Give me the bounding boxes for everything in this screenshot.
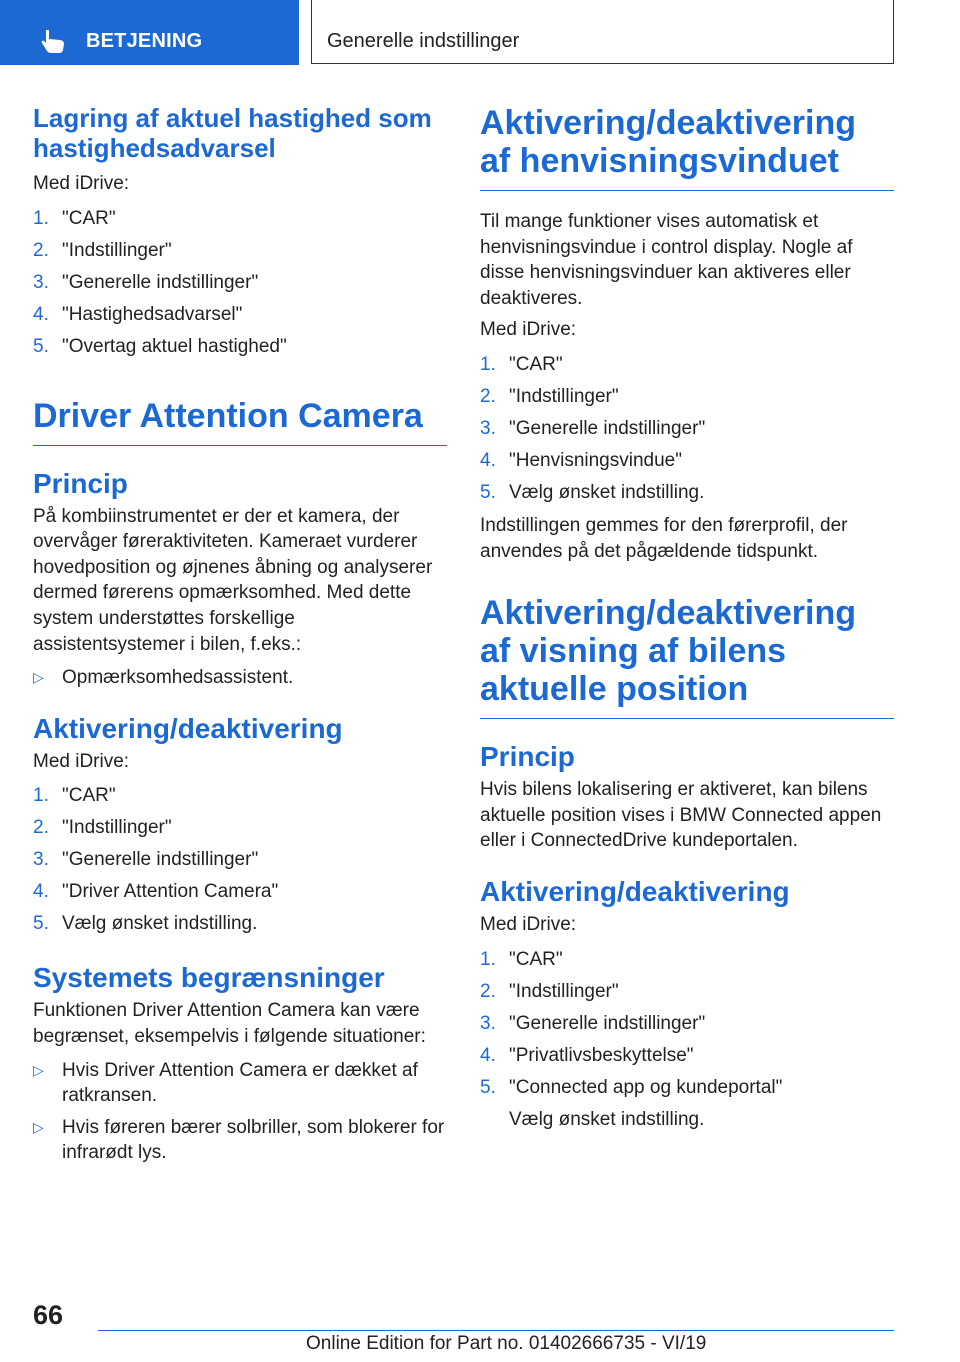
list-item: 1. "CAR": [33, 785, 116, 807]
intro-text: Med iDrive:: [480, 319, 577, 341]
triangle-bullet-icon: ▷: [33, 1061, 44, 1078]
bullet-list: [33, 665, 447, 691]
page-number: 66: [33, 1300, 64, 1330]
list-item: 2. "Indstillinger": [33, 239, 172, 261]
list-item: ▷ Hvis føreren bærer solbriller, som blokerer for infrarødt lys.: [33, 1116, 445, 1164]
section-title: Princip: [480, 741, 575, 773]
bullet-list: [33, 1058, 447, 1166]
body-text: Indstillingen gemmes for den førerprofil, der anvendes på det pågældende tidspunkt.: [480, 514, 848, 562]
footer-divider: [98, 1330, 894, 1331]
section-label: BETJENING: [86, 30, 203, 52]
list-item: 4. "Henvisningsvindue": [480, 449, 682, 471]
step-list: [33, 203, 447, 363]
list-item: 4. "Privatlivsbeskyttelse": [480, 1044, 694, 1066]
list-item: 2. "Indstillinger": [480, 980, 619, 1002]
list-item: 5. Vælg ønsket indstilling.: [480, 481, 705, 503]
left-column: [33, 100, 447, 1166]
list-item: 1. "CAR": [480, 353, 563, 375]
list-item: 3. "Generelle indstillinger": [480, 1012, 706, 1034]
body-text: Til mange funktioner vises automatisk et henvisningsvindue i control display. Nogle af disse henvisningsvinduer kan aktiveres eller deaktiveres.: [480, 211, 853, 309]
intro-text: Med iDrive:: [33, 173, 130, 194]
list-item: 5. "Overtag aktuel hastighed": [33, 335, 287, 357]
list-item: 3. "Generelle indstillinger": [33, 271, 259, 293]
triangle-bullet-icon: ▷: [33, 1118, 44, 1135]
list-item: ▷ Hvis Driver Attention Camera er dækket af ratkransen.: [33, 1059, 418, 1107]
chapter-title: Aktivering/deaktivering af henvisningsvinduet: [480, 104, 894, 191]
list-item: 1. "CAR": [480, 948, 563, 970]
section-title: Systemets begrænsninger: [33, 962, 385, 994]
right-column: [480, 100, 894, 1136]
step-list: [480, 944, 894, 1104]
body-text: Funktionen Driver Attention Camera kan være begrænset, eksempelvis i følgende situationer:: [33, 1000, 426, 1047]
list-item: 1. "CAR": [33, 207, 116, 229]
section-title: Princip: [33, 467, 128, 499]
breadcrumb-label: Generelle indstillinger: [327, 30, 520, 52]
step-list: [33, 780, 447, 940]
list-item: 5. Vælg ønsket indstilling.: [33, 913, 258, 935]
section-tab: [0, 0, 299, 65]
list-item: 3. "Generelle indstillinger": [480, 417, 706, 439]
chapter-title: Driver Attention Camera: [33, 397, 447, 446]
list-item: 2. "Indstillinger": [33, 817, 172, 839]
list-item: 4. "Hastighedsadvarsel": [33, 303, 243, 325]
intro-text: Med iDrive:: [480, 913, 577, 935]
body-text: Hvis bilens lokalisering er aktiveret, kan bilens aktuelle position vises i BMW Connected appen eller i ConnectedDrive kundeportalen.: [480, 779, 882, 852]
list-item: 2. "Indstillinger": [480, 385, 619, 407]
section-title: Aktivering/deaktivering: [480, 875, 790, 907]
list-item: 4. "Driver Attention Camera": [33, 881, 279, 903]
footer-edition: Online Edition for Part no. 01402666735 - VI/19: [306, 1333, 707, 1354]
list-item: 3. "Generelle indstillinger": [33, 849, 259, 871]
triangle-bullet-icon: ▷: [33, 669, 44, 686]
body-text: På kombiinstrumentet er der et kamera, der overvåger føreraktiviteten. Kameraet vurderer hovedposition og øjnenes åbning og analyserer dermed førerens opmærksomhed. Med dette system understøttes forskellige assistentsystemer i bilen, f.eks.:: [33, 505, 433, 655]
breadcrumb: [311, 0, 894, 64]
section-title: Lagring af aktuel hastighed som hastighedsadvarsel: [33, 103, 432, 163]
chapter-title: Aktivering/deaktivering af visning af bilens aktuelle position: [480, 594, 894, 719]
list-item: 5. "Connected app og kundeportal": [480, 1076, 783, 1098]
hand-pointer-icon: [40, 28, 68, 54]
step-note: Vælg ønsket indstilling.: [509, 1108, 705, 1130]
step-list: [480, 349, 894, 509]
intro-text: Med iDrive:: [33, 750, 130, 772]
list-item: ▷ Opmærksomhedsassistent.: [33, 665, 447, 691]
section-title: Aktivering/deaktivering: [33, 712, 343, 744]
